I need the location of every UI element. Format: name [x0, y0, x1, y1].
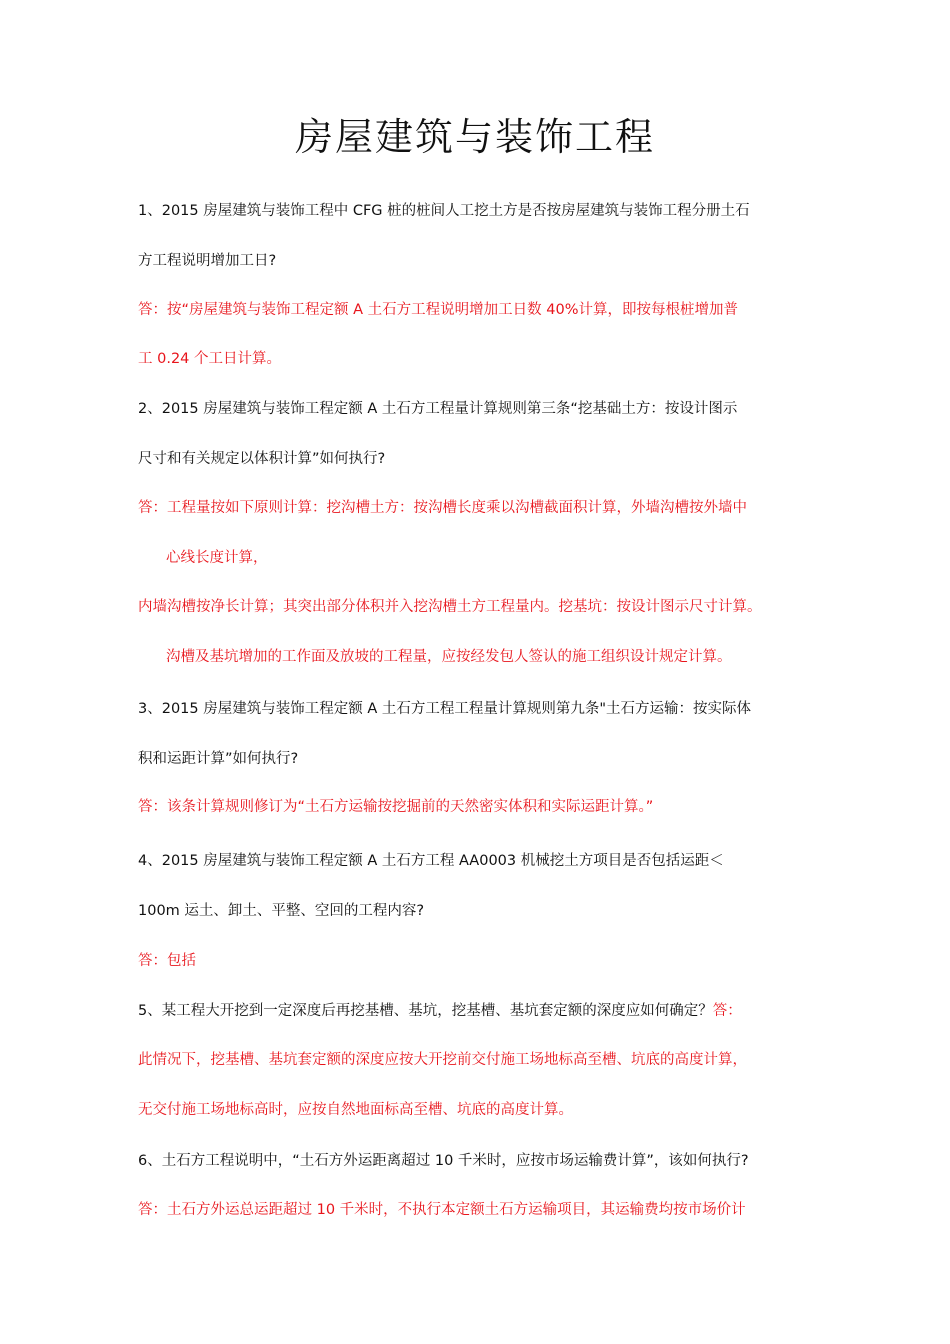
answer-6-line-1: 答：土石方外运总运距超过 10 千米时，不执行本定额土石方运输项目，其运输费均按市场价计 [138, 1202, 746, 1218]
answer-2-line-2: 心线长度计算， [166, 550, 268, 566]
question-6-line-1: 6、土石方工程说明中，“土石方外运距离超过 10 千米时，应按市场运输费计算”，该如何执行? [138, 1153, 749, 1169]
question-5-line-1 [138, 1001, 742, 1021]
question-4-line-2: 100m 运土、卸土、平整、空回的工程内容? [138, 903, 425, 919]
answer-4-line-1: 答：包括 [138, 953, 196, 969]
answer-3-line-1: 答：该条计算规则修订为“土石方运输按挖掘前的天然密实体积和实际运距计算。” [138, 799, 654, 815]
question-1-line-2: 方工程说明增加工日? [138, 253, 277, 269]
answer-5-line-2: 无交付施工场地标高时，应按自然地面标高至槽、坑底的高度计算。 [138, 1102, 573, 1118]
question-3-line-1: 3、2015 房屋建筑与装饰工程定额 A 土石方工程工程量计算规则第九条"土石方运输：按实际体 [138, 701, 752, 717]
question-3-line-2: 积和运距计算”如何执行? [138, 751, 299, 767]
page-title: 房屋建筑与装饰工程 [294, 115, 655, 159]
question-2-line-2: 尺寸和有关规定以体积计算”如何执行? [138, 451, 386, 467]
answer-2-line-1: 答：工程量按如下原则计算：挖沟槽土方：按沟槽长度乘以沟槽截面积计算，外墙沟槽按外墙中 [138, 500, 747, 516]
question-5-text: 5、某工程大开挖到一定深度后再挖基槽、基坑，挖基槽、基坑套定额的深度应如何确定？ [138, 1003, 713, 1019]
answer-1-line-1: 答：按“房屋建筑与装饰工程定额 A 土石方工程说明增加工日数 40%计算，即按每根桩增加普 [138, 302, 738, 318]
answer-5-line-1: 此情况下，挖基槽、基坑套定额的深度应按大开挖前交付施工场地标高至槽、坑底的高度计算， [138, 1052, 747, 1068]
question-4-line-1: 4、2015 房屋建筑与装饰工程定额 A 土石方工程 AA0003 机械挖土方项目是否包括运距＜ [138, 853, 724, 869]
question-1-line-1: 1、2015 房屋建筑与装饰工程中 CFG 桩的桩间人工挖土方是否按房屋建筑与装饰工程分册土石 [138, 203, 750, 219]
answer-5-label: 答： [712, 1003, 742, 1019]
answer-1-line-2: 工 0.24 个工日计算。 [138, 351, 282, 367]
answer-2-line-3: 内墙沟槽按净长计算；其突出部分体积并入挖沟槽土方工程量内。挖基坑：按设计图示尺寸计算。 [138, 599, 762, 615]
answer-2-line-4: 沟槽及基坑增加的工作面及放坡的工程量，应按经发包人签认的施工组织设计规定计算。 [166, 649, 732, 665]
question-2-line-1: 2、2015 房屋建筑与装饰工程定额 A 土石方工程量计算规则第三条“挖基础土方：按设计图示 [138, 401, 738, 417]
